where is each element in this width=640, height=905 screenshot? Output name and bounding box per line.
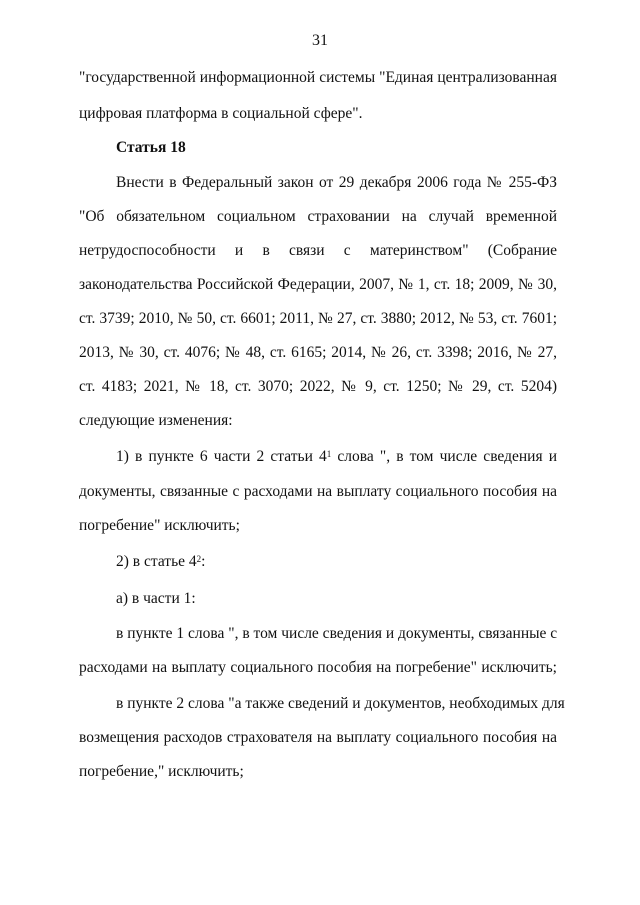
text-line: документы, связанные с расходами на выплату социального пособия на <box>79 483 557 500</box>
superscript: 2 <box>196 554 202 564</box>
text-line: законодательства Российской Федерации, 2007, № 1, ст. 18; 2009, № 30, <box>79 276 557 293</box>
text-fragment: 1) в пункте 6 части 2 статьи 4 <box>116 448 327 465</box>
text-fragment: : <box>201 553 206 570</box>
article-heading: Статья 18 <box>116 139 186 156</box>
text-line: погребение," исключить; <box>79 763 244 780</box>
text-line: следующие изменения: <box>79 412 233 429</box>
text-line: расходами на выплату социального пособия на погребение" исключить; <box>79 659 557 676</box>
text-line: цифровая платформа в социальной сфере". <box>79 105 363 122</box>
text-line: нетрудоспособности и в связи с материнством" (Собрание <box>79 242 557 259</box>
text-fragment: 2) в статье 4 <box>116 553 197 570</box>
text-line: возмещения расходов страхователя на выплату социального пособия на <box>79 729 557 746</box>
text-line: ст. 4183; 2021, № 18, ст. 3070; 2022, № 9, ст. 1250; № 29, ст. 5204) <box>79 378 557 395</box>
page-number: 31 <box>312 32 328 49</box>
text-line: погребение" исключить; <box>79 517 240 534</box>
text-line: ст. 3739; 2010, № 50, ст. 6601; 2011, № 27, ст. 3880; 2012, № 53, ст. 7601; <box>79 310 557 327</box>
text-line: "государственной информационной системы "Единая централизованная <box>79 69 557 86</box>
list-item-line <box>116 552 557 572</box>
text-line: "Об обязательном социальном страховании на случай временной <box>79 208 557 225</box>
superscript: 1 <box>326 449 332 459</box>
text-line: Внести в Федеральный закон от 29 декабря 2006 года № 255-ФЗ <box>116 174 557 191</box>
text-line: а) в части 1: <box>116 590 196 607</box>
text-line: в пункте 1 слова ", в том числе сведения и документы, связанные с <box>116 625 558 642</box>
text-line: в пункте 2 слова "а также сведений и документов, необходимых для <box>116 695 565 712</box>
text-line: 2013, № 30, ст. 4076; № 48, ст. 6165; 2014, № 26, ст. 3398; 2016, № 27, <box>79 344 557 361</box>
list-item-line <box>116 447 557 467</box>
text-fragment: слова ", в том числе сведения и <box>331 448 557 465</box>
